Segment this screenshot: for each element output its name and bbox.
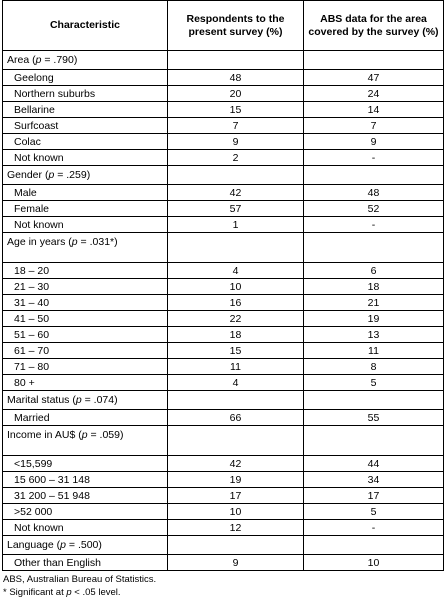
respondents-value: 2 — [168, 150, 304, 166]
group-header-row — [3, 426, 444, 456]
row-label: Not known — [3, 520, 168, 536]
respondents-value: 22 — [168, 311, 304, 327]
row-label: Male — [3, 185, 168, 201]
table-row — [3, 295, 444, 311]
group-label: Age in years (p = .031*) — [3, 233, 168, 263]
row-label: Not known — [3, 217, 168, 233]
abs-value: 24 — [304, 86, 444, 102]
group-empty-cell — [168, 426, 304, 456]
abs-value: 55 — [304, 410, 444, 426]
respondents-value: 10 — [168, 504, 304, 520]
group-empty-cell — [304, 426, 444, 456]
row-label: Not known — [3, 150, 168, 166]
respondents-value: 17 — [168, 488, 304, 504]
respondents-value: 57 — [168, 201, 304, 217]
abs-value: 18 — [304, 279, 444, 295]
header-respondents: Respondents to the present survey (%) — [168, 1, 304, 51]
table-row — [3, 150, 444, 166]
abs-value: 14 — [304, 102, 444, 118]
group-empty-cell — [168, 51, 304, 70]
abs-value: 8 — [304, 359, 444, 375]
table-row — [3, 86, 444, 102]
respondents-value: 9 — [168, 555, 304, 571]
group-empty-cell — [304, 51, 444, 70]
row-label: Female — [3, 201, 168, 217]
abs-value: - — [304, 217, 444, 233]
table-row — [3, 456, 444, 472]
table-row — [3, 279, 444, 295]
table-row — [3, 472, 444, 488]
group-empty-cell — [168, 536, 304, 555]
respondents-value: 4 — [168, 263, 304, 279]
abs-value: 10 — [304, 555, 444, 571]
characteristics-table — [2, 0, 444, 571]
row-label: 31 200 – 51 948 — [3, 488, 168, 504]
group-empty-cell — [304, 536, 444, 555]
abs-value: 6 — [304, 263, 444, 279]
respondents-value: 11 — [168, 359, 304, 375]
abs-value: 9 — [304, 134, 444, 150]
group-empty-cell — [304, 233, 444, 263]
respondents-value: 66 — [168, 410, 304, 426]
row-label: 80 + — [3, 375, 168, 391]
row-label: <15,599 — [3, 456, 168, 472]
table-notes — [3, 573, 156, 599]
group-label: Area (p = .790) — [3, 51, 168, 70]
abs-value: 34 — [304, 472, 444, 488]
group-header-row — [3, 166, 444, 185]
table-row — [3, 102, 444, 118]
row-label: 61 – 70 — [3, 343, 168, 359]
table-row — [3, 311, 444, 327]
table-row — [3, 201, 444, 217]
row-label: 71 – 80 — [3, 359, 168, 375]
respondents-value: 10 — [168, 279, 304, 295]
respondents-value: 12 — [168, 520, 304, 536]
row-label: Bellarine — [3, 102, 168, 118]
row-label: Married — [3, 410, 168, 426]
group-empty-cell — [168, 166, 304, 185]
respondents-value: 1 — [168, 217, 304, 233]
abs-value: 5 — [304, 504, 444, 520]
row-label: Colac — [3, 134, 168, 150]
row-label: 15 600 – 31 148 — [3, 472, 168, 488]
table-row — [3, 504, 444, 520]
abs-value: 21 — [304, 295, 444, 311]
abs-value: 5 — [304, 375, 444, 391]
respondents-value: 20 — [168, 86, 304, 102]
group-header-row — [3, 391, 444, 410]
table-row — [3, 327, 444, 343]
abs-value: - — [304, 520, 444, 536]
table-row — [3, 359, 444, 375]
respondents-value: 15 — [168, 102, 304, 118]
abs-value: 11 — [304, 343, 444, 359]
respondents-value: 19 — [168, 472, 304, 488]
row-label: 21 – 30 — [3, 279, 168, 295]
group-label: Gender (p = .259) — [3, 166, 168, 185]
abs-value: - — [304, 150, 444, 166]
abbreviation-note: ABS, Australian Bureau of Statistics. — [3, 574, 157, 585]
respondents-value: 15 — [168, 343, 304, 359]
group-header-row — [3, 233, 444, 263]
row-label: 41 – 50 — [3, 311, 168, 327]
row-label: Other than English — [3, 555, 168, 571]
table-row — [3, 488, 444, 504]
table-row — [3, 118, 444, 134]
abs-value: 48 — [304, 185, 444, 201]
group-label: Marital status (p = .074) — [3, 391, 168, 410]
respondents-value: 16 — [168, 295, 304, 311]
table-header-row — [3, 1, 444, 51]
group-empty-cell — [304, 391, 444, 410]
table-row — [3, 134, 444, 150]
table-row — [3, 185, 444, 201]
respondents-value: 42 — [168, 456, 304, 472]
row-label: 18 – 20 — [3, 263, 168, 279]
group-empty-cell — [304, 166, 444, 185]
table-row — [3, 375, 444, 391]
respondents-value: 7 — [168, 118, 304, 134]
group-empty-cell — [168, 391, 304, 410]
row-label: >52 000 — [3, 504, 168, 520]
abs-value: 7 — [304, 118, 444, 134]
group-header-row — [3, 51, 444, 70]
respondents-value: 18 — [168, 327, 304, 343]
row-label: Geelong — [3, 70, 168, 86]
row-label: Northern suburbs — [3, 86, 168, 102]
group-header-row — [3, 536, 444, 555]
header-characteristic: Characteristic — [3, 1, 168, 51]
table-row — [3, 520, 444, 536]
table-row — [3, 217, 444, 233]
abs-value: 13 — [304, 327, 444, 343]
group-label: Income in AU$ (p = .059) — [3, 426, 168, 456]
respondents-value: 4 — [168, 375, 304, 391]
table-row — [3, 555, 444, 571]
significance-note: * Significant at p < .05 level. — [3, 587, 121, 598]
header-abs-data: ABS data for the area covered by the survey (%) — [304, 1, 444, 51]
row-label: 31 – 40 — [3, 295, 168, 311]
group-empty-cell — [168, 233, 304, 263]
abs-value: 52 — [304, 201, 444, 217]
group-label: Language (p = .500) — [3, 536, 168, 555]
table-row — [3, 410, 444, 426]
table-body — [3, 51, 444, 571]
respondents-value: 48 — [168, 70, 304, 86]
table-row — [3, 343, 444, 359]
abs-value: 17 — [304, 488, 444, 504]
respondents-value: 42 — [168, 185, 304, 201]
respondents-value: 9 — [168, 134, 304, 150]
abs-value: 47 — [304, 70, 444, 86]
abs-value: 44 — [304, 456, 444, 472]
row-label: Surfcoast — [3, 118, 168, 134]
abs-value: 19 — [304, 311, 444, 327]
table-row — [3, 70, 444, 86]
table-row — [3, 263, 444, 279]
row-label: 51 – 60 — [3, 327, 168, 343]
